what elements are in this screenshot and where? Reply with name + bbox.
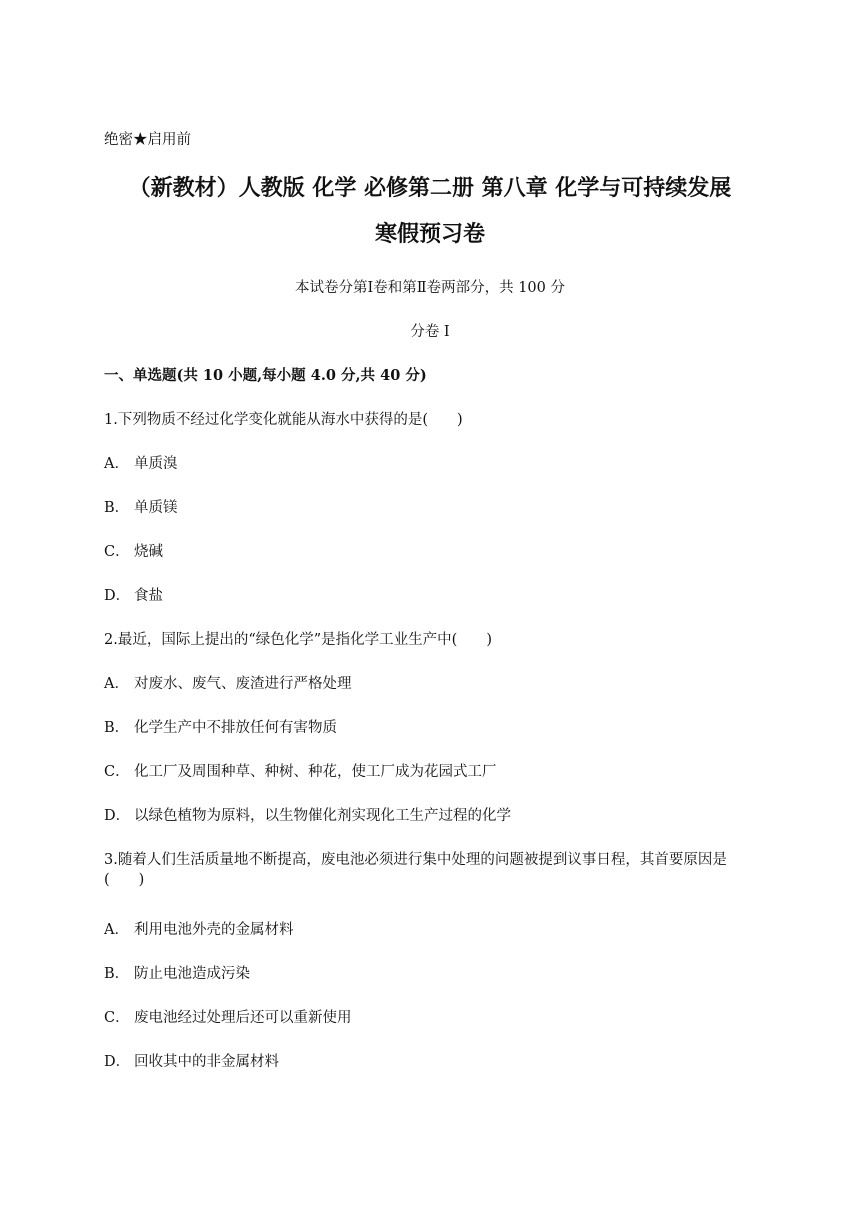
- option-text: 利用电池外壳的金属材料: [134, 922, 294, 938]
- option-letter: A．: [104, 676, 129, 692]
- secret-label: 绝密★启用前: [104, 132, 191, 148]
- option-letter: D．: [104, 808, 131, 824]
- part-label: 分卷 I: [410, 324, 450, 340]
- option-text: 单质溴: [134, 456, 178, 472]
- exam-title-line-2: 寒假预习卷: [374, 222, 485, 247]
- option-letter: D．: [104, 1054, 131, 1070]
- option-text: 食盐: [134, 588, 163, 604]
- option-text: 化工厂及周围种草、种树、种花，使工厂成为花园式工厂: [134, 764, 497, 780]
- option-letter: C．: [104, 1010, 130, 1026]
- option-letter: B．: [104, 720, 130, 736]
- option-letter: D．: [104, 588, 131, 604]
- option-text: 烧碱: [134, 544, 163, 560]
- question-3-stem: 3.随着人们生活质量地不断提高，废电池必须进行集中处理的问题被提到议事日程，其首要原因是( ): [104, 852, 727, 888]
- question-3-option-b: [104, 964, 250, 984]
- question-2-option-d: [104, 806, 511, 826]
- exam-intro: 本试卷分第Ⅰ卷和第Ⅱ卷两部分，共 100 分: [295, 280, 565, 296]
- option-letter: A．: [104, 456, 129, 472]
- option-letter: B．: [104, 500, 130, 516]
- question-1-option-d: [104, 586, 163, 606]
- option-text: 防止电池造成污染: [134, 966, 250, 982]
- option-text: 以绿色植物为原料，以生物催化剂实现化工生产过程的化学: [134, 808, 511, 824]
- question-3-option-c: [104, 1008, 352, 1028]
- option-text: 化学生产中不排放任何有害物质: [134, 720, 337, 736]
- option-text: 对废水、废气、废渣进行严格处理: [134, 676, 352, 692]
- option-letter: C．: [104, 764, 130, 780]
- question-2-option-a: [104, 674, 352, 694]
- section-heading: 一、单选题(共 10 小题,每小题 4.0 分,共 40 分): [104, 367, 427, 384]
- option-letter: A．: [104, 922, 129, 938]
- exam-title-line-1: （新教材）人教版 化学 必修第二册 第八章 化学与可持续发展: [128, 176, 732, 201]
- option-text: 回收其中的非金属材料: [134, 1054, 279, 1070]
- question-1-option-a: [104, 454, 178, 474]
- option-text: 废电池经过处理后还可以重新使用: [134, 1010, 352, 1026]
- question-3-option-a: [104, 920, 294, 940]
- question-3-option-d: [104, 1052, 279, 1072]
- option-letter: C．: [104, 544, 130, 560]
- question-2-option-c: [104, 762, 497, 782]
- question-2-option-b: [104, 718, 337, 738]
- question-2-stem: 2.最近，国际上提出的“绿色化学”是指化学工业生产中( ): [104, 632, 492, 648]
- option-letter: B．: [104, 966, 130, 982]
- question-1-option-c: [104, 542, 163, 562]
- option-text: 单质镁: [134, 500, 178, 516]
- question-1-option-b: [104, 498, 178, 518]
- question-1-stem: 1.下列物质不经过化学变化就能从海水中获得的是( ): [104, 412, 463, 428]
